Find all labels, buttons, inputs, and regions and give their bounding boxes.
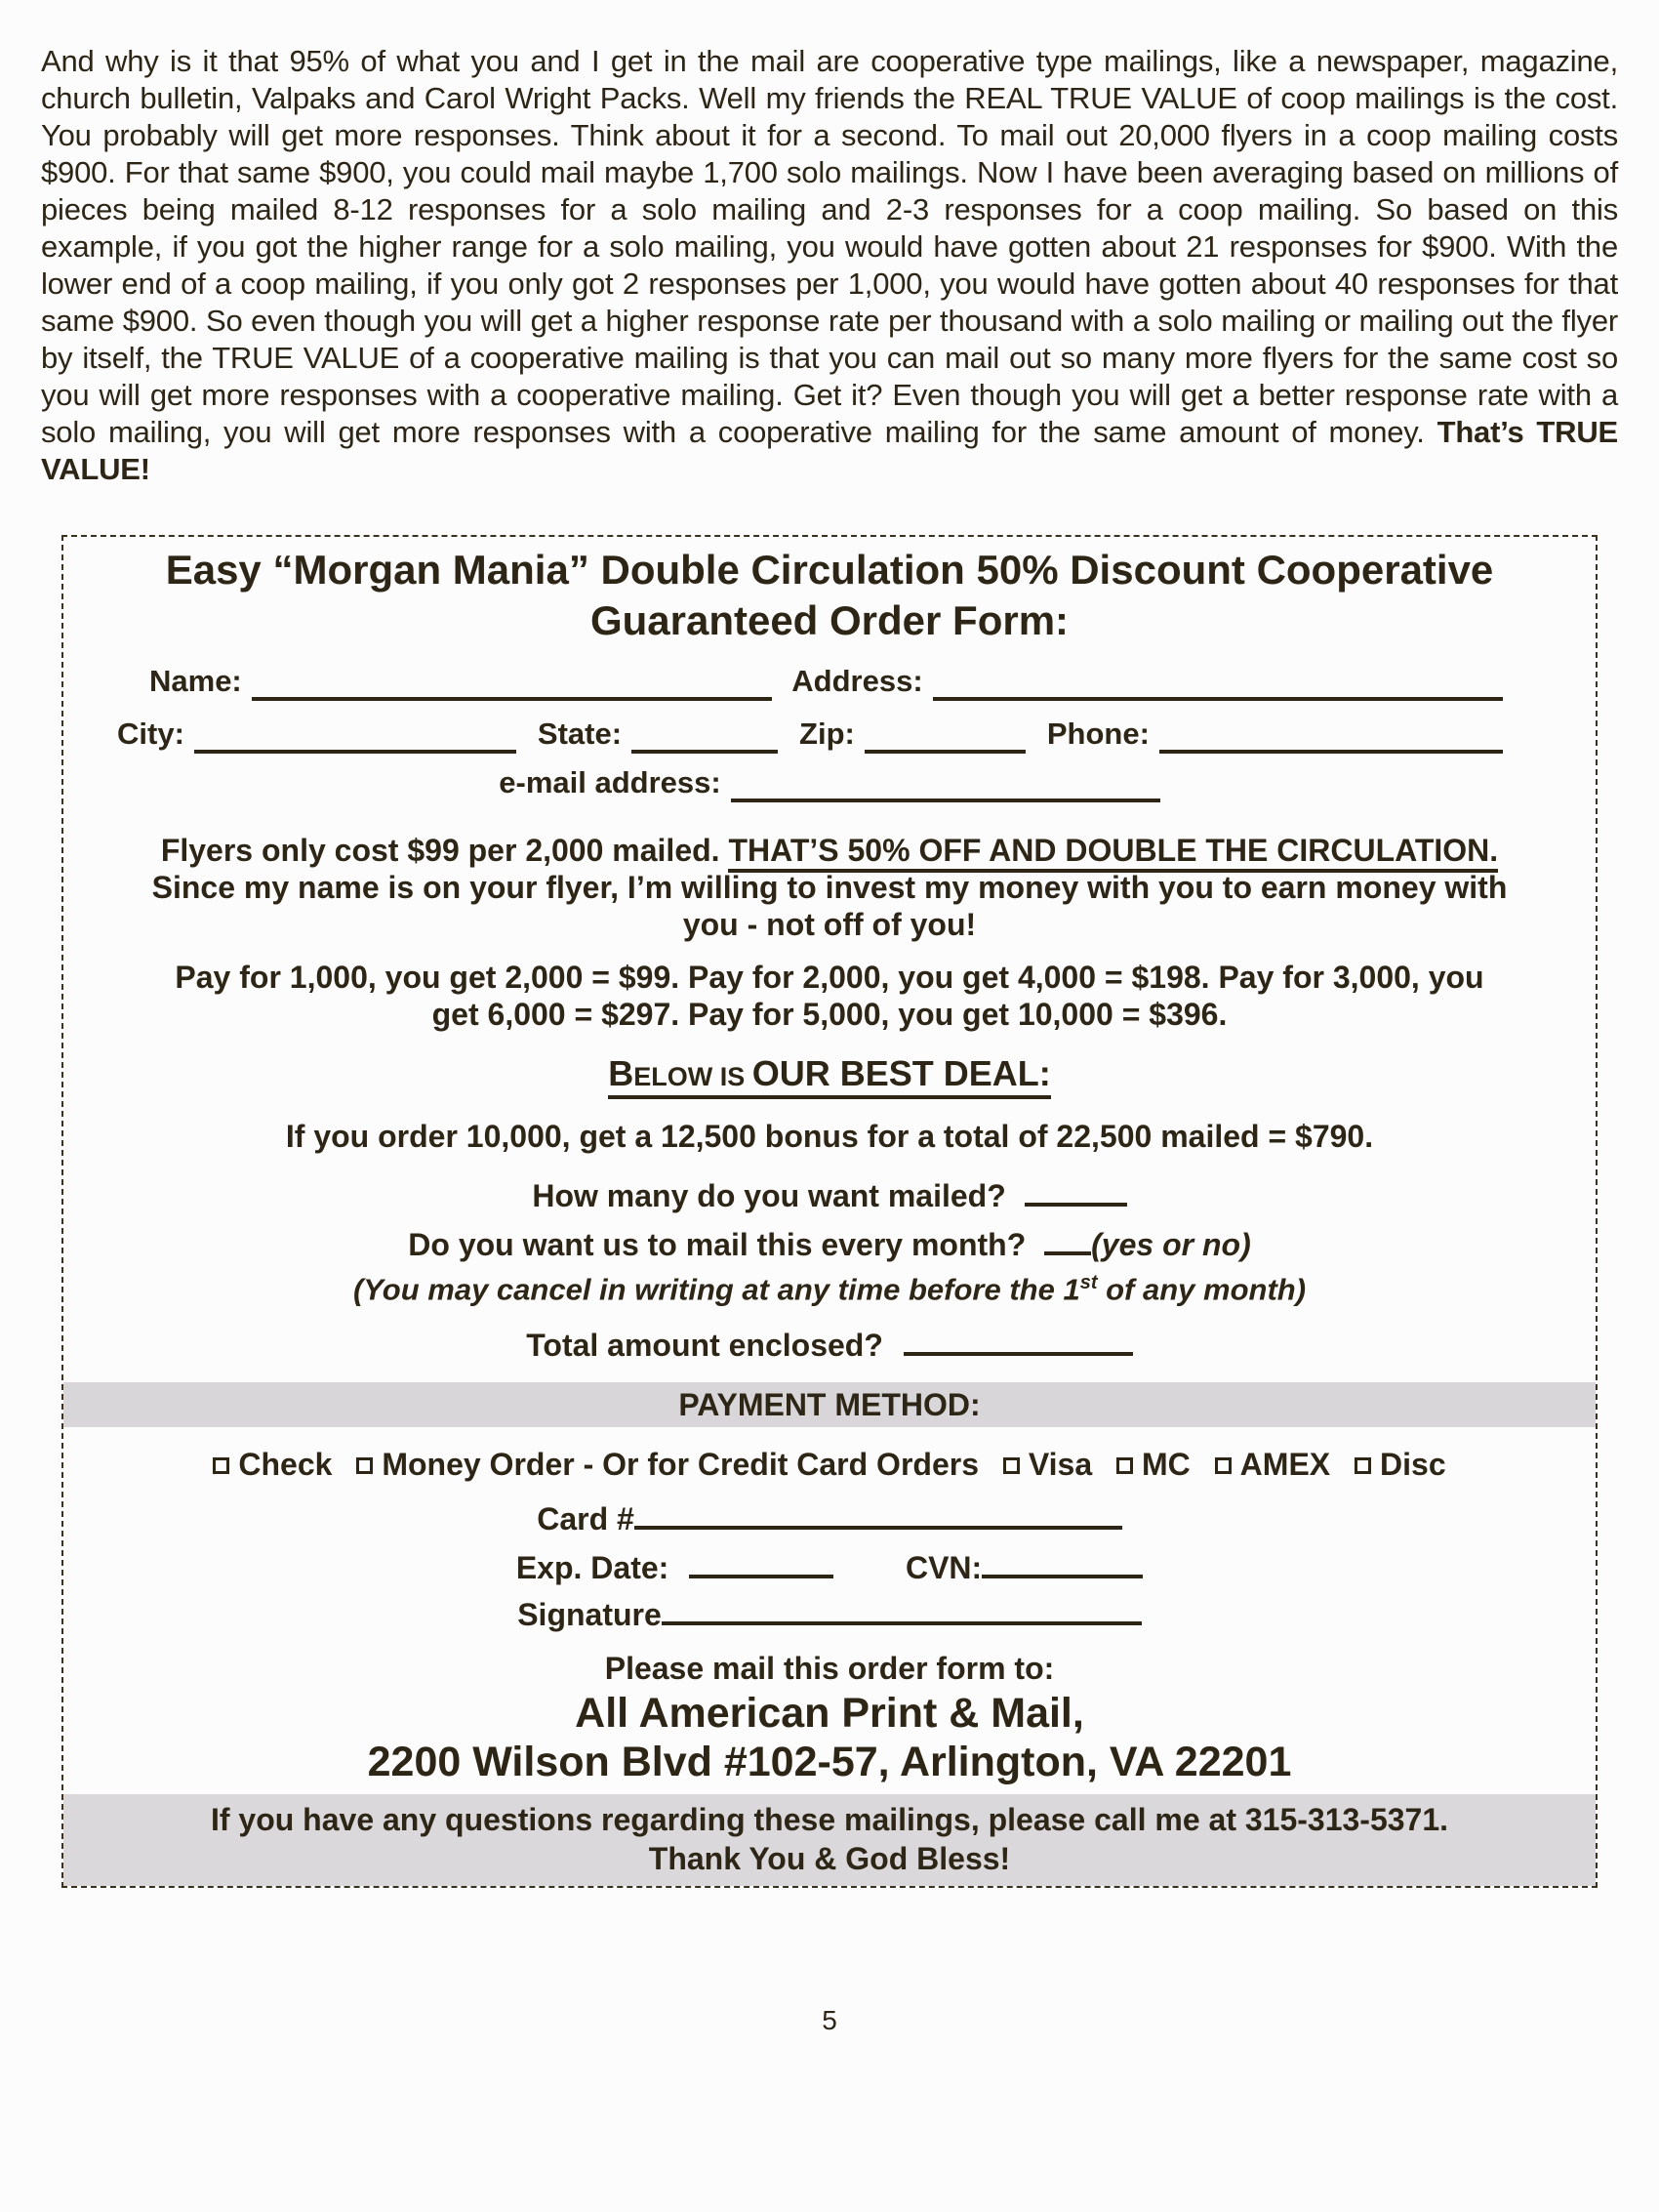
card-number-blank <box>634 1500 1122 1530</box>
checkbox-icon <box>1116 1457 1133 1474</box>
checkbox-icon <box>1003 1457 1020 1474</box>
name-blank <box>252 670 773 701</box>
form-title <box>63 545 1596 646</box>
zip-label: Zip: <box>799 717 855 751</box>
city-blank <box>194 722 516 754</box>
pricing-pledge: Since my name is on your flyer, I’m willing to invest my money with you to earn money with you - not off of you! <box>151 870 1508 942</box>
state-label: State: <box>537 717 623 751</box>
pricing-headline-normal: Flyers only cost $99 per 2,000 mailed. <box>160 833 729 868</box>
mail-to-name: All American Print & Mail, <box>575 1690 1084 1738</box>
cancel-note-sup: st <box>1079 1272 1098 1293</box>
best-deal-rest: OUR BEST DEAL: <box>751 1053 1051 1093</box>
city-state-zip-phone-row <box>63 715 1596 754</box>
intro-paragraph <box>41 43 1618 488</box>
monthly-label: Do you want us to mail this every month? <box>408 1227 1027 1262</box>
email-row <box>63 763 1596 802</box>
email-label: e-mail address: <box>499 765 721 799</box>
intro-bold-tail: That’s TRUE VALUE! <box>41 415 1618 486</box>
best-deal-heading <box>63 1052 1596 1098</box>
cvn-blank <box>982 1549 1143 1578</box>
phone-blank <box>1159 722 1503 754</box>
payment-method-header: PAYMENT METHOD: <box>63 1382 1596 1427</box>
checkbox-icon <box>1355 1457 1371 1474</box>
address-label: Address: <box>791 664 923 698</box>
cancel-note-post: of any month) <box>1097 1272 1307 1307</box>
card-number-label: Card # <box>537 1501 634 1537</box>
exp-cvn-row <box>63 1548 1596 1587</box>
exp-date-blank <box>689 1549 833 1578</box>
monthly-question <box>63 1225 1596 1264</box>
state-blank <box>631 722 778 754</box>
address-blank <box>933 670 1503 701</box>
total-enclosed-label: Total amount enclosed? <box>526 1328 883 1364</box>
exp-date-label: Exp. Date: <box>515 1550 669 1586</box>
signature-blank <box>662 1596 1142 1625</box>
name-address-row <box>63 662 1596 701</box>
checkbox-icon <box>1215 1457 1232 1474</box>
total-enclosed-blank <box>904 1327 1133 1356</box>
signature-label: Signature <box>517 1597 662 1633</box>
pricing-headline <box>122 832 1537 869</box>
form-title-line1: Easy “Morgan Mania” Double Circulation 50% Discount Cooperative <box>165 547 1494 593</box>
payment-option-disc: Disc <box>1380 1447 1446 1483</box>
form-title-line2: Guaranteed Order Form: <box>589 597 1070 643</box>
best-deal-heading-text <box>608 1053 1051 1099</box>
mail-to-address: 2200 Wilson Blvd #102-57, Arlington, VA 22201 <box>367 1739 1292 1786</box>
total-enclosed-row <box>63 1326 1596 1365</box>
payment-option-money-order: Money Order - Or for Credit Card Orders <box>382 1447 979 1483</box>
card-number-row <box>63 1499 1596 1538</box>
monthly-blank <box>1044 1226 1091 1255</box>
how-many-label: How many do you want mailed? <box>532 1178 1006 1213</box>
payment-options-row <box>63 1445 1596 1484</box>
footer-blessing: Thank You & God Bless! <box>648 1841 1011 1877</box>
best-deal-b: B <box>608 1053 634 1093</box>
footer-note-bar <box>63 1794 1596 1886</box>
mail-to-intro: Please mail this order form to: <box>604 1651 1055 1687</box>
intro-text: And why is it that 95% of what you and I get in the mail are cooperative type mailings, like a newspaper, magazine, church bulletin, Valpaks and Carol Wright Packs. Well my friends the REAL TRUE VALUE of coop mailings is the cost. You probably will get more responses. Think about it for a second. To mail out 20,000 flyers in a coop mailing costs $900. For that same $900, you could mail maybe 1,700 solo mailings. Now I have been averaging based on millions of pieces being mailed 8-12 responses for a solo mailing and 2-3 responses for a coop mailing. So based on this example, if you got the higher range for a solo mailing, you would have gotten about 21 responses for $900. With the lower end of a coop mailing, if you only got 2 responses per 1,000, you would have gotten about 40 responses for that same $900. So even though you will get a higher response rate per thousand with a solo mailing or mailing out the flyer by itself, the TRUE VALUE of a cooperative mailing is that you can mail out so many more flyers for the same cost so you will get more responses with a cooperative mailing. Get it? Even though you will get a better response rate with a solo mailing, you will get more responses with a cooperative mailing for the same amount of money. <box>41 44 1618 449</box>
pricing-tiers: Pay for 1,000, you get 2,000 = $99. Pay for 2,000, you get 4,000 = $198. Pay for 3,000, you get 6,000 = $297. Pay for 5,000, you get 10,000 = $396. <box>175 960 1484 1032</box>
signature-row <box>63 1595 1596 1634</box>
document-page <box>0 43 1659 2036</box>
checkbox-icon <box>213 1457 229 1474</box>
phone-label: Phone: <box>1046 717 1150 751</box>
zip-blank <box>865 722 1026 754</box>
how-many-question <box>63 1176 1596 1215</box>
payment-option-check: Check <box>238 1447 333 1483</box>
cancel-note <box>63 1264 1596 1308</box>
how-many-blank <box>1025 1177 1127 1207</box>
payment-option-amex: AMEX <box>1239 1447 1331 1483</box>
checkbox-icon <box>356 1457 373 1474</box>
cvn-label: CVN: <box>905 1550 983 1586</box>
monthly-yes-no: (yes or no) <box>1091 1227 1251 1262</box>
city-label: City: <box>117 717 184 751</box>
cancel-note-pre: (You may cancel in writing at any time before the 1 <box>352 1272 1080 1307</box>
best-deal-elow-is: ELOW IS <box>633 1062 752 1091</box>
page-number: 5 <box>822 2005 837 2036</box>
best-deal-offer: If you order 10,000, get a 12,500 bonus for a total of 22,500 mailed = $790. <box>285 1119 1374 1154</box>
name-label: Name: <box>149 664 242 698</box>
order-form <box>61 535 1598 1888</box>
email-blank <box>731 771 1160 802</box>
payment-option-visa: Visa <box>1028 1447 1093 1483</box>
pricing-headline-underlined: THAT’S 50% OFF AND DOUBLE THE CIRCULATION. <box>728 833 1498 873</box>
payment-option-mc: MC <box>1142 1447 1191 1483</box>
footer-questions-note: If you have any questions regarding these mailings, please call me at 315-313-5371. <box>210 1802 1449 1838</box>
